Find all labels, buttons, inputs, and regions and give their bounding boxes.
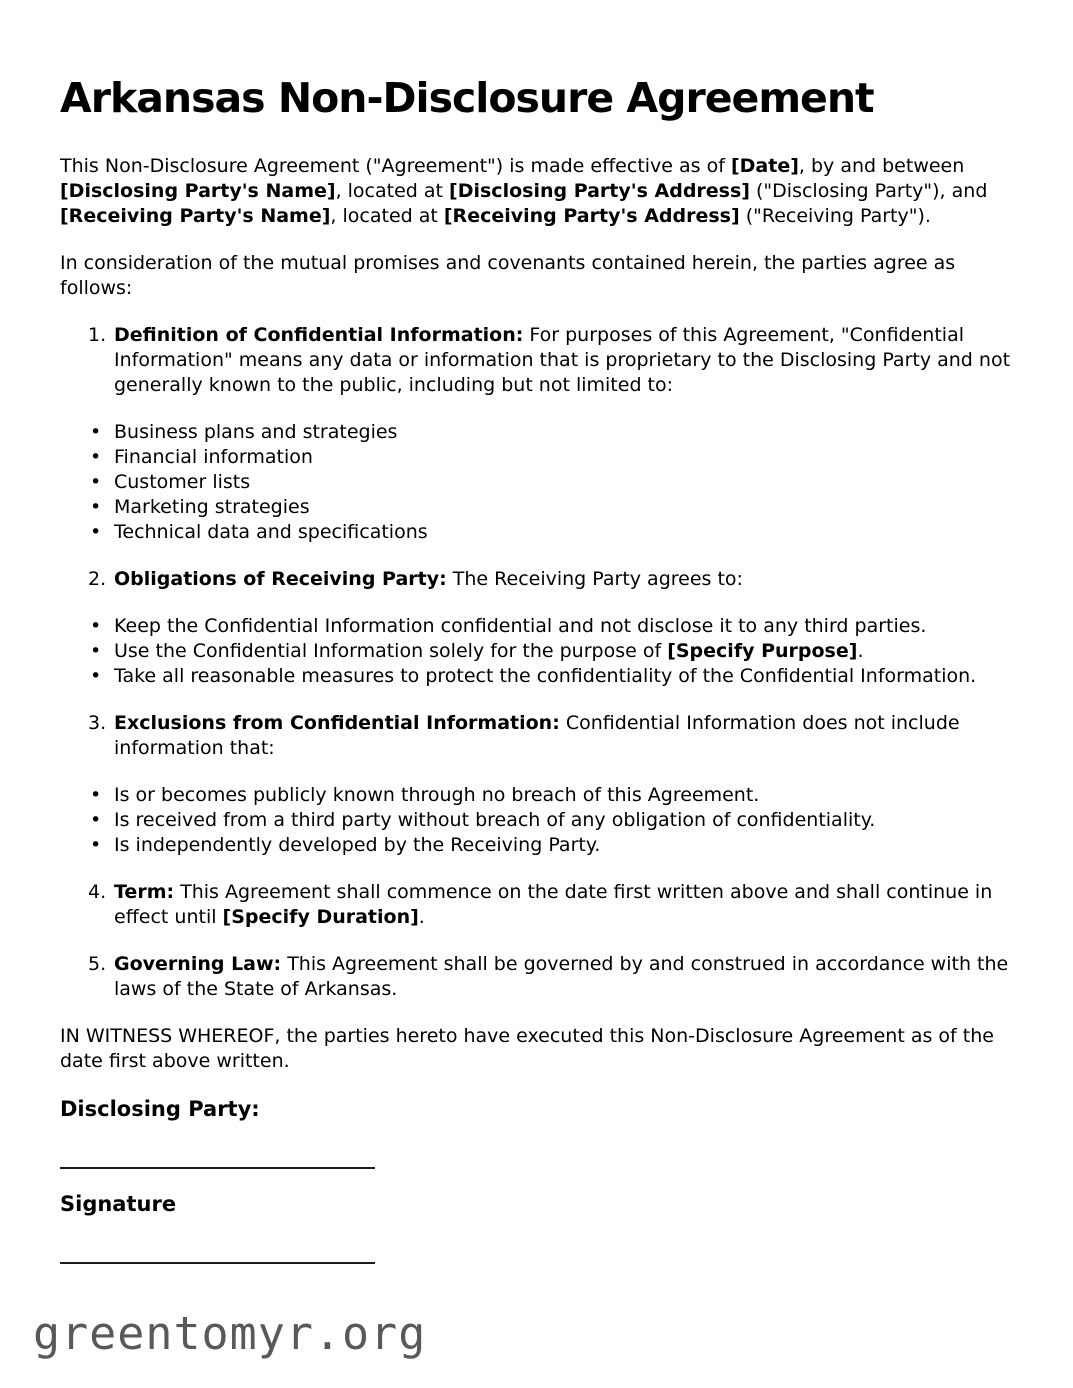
disclosing-party-label [60,1096,1013,1122]
text-segment: Technical data and specifications [114,521,428,543]
bullet-icon: • [90,471,102,493]
list-item-text [114,495,1013,520]
obligations-item [60,567,1013,592]
list-item [90,614,1013,639]
list-item [90,520,1013,545]
list-item-text [114,614,1013,639]
governing-law-item [60,952,1013,1002]
bold-text-segment: Disclosing Party: [60,1097,260,1121]
signature-label [60,1191,1013,1217]
bullet-icon: • [90,446,102,468]
text-segment: , located at [335,180,450,202]
numbered-item-text [114,952,1013,1002]
text-segment: Keep the Confidential Information confidential and not disclose it to any third parties. [114,615,927,637]
list-item [90,495,1013,520]
text-segment: IN WITNESS WHEREOF, the parties hereto have executed this Non-Disclosure Agreement as of the date first above written. [60,1025,994,1072]
numbered-item-text [114,880,1013,930]
bold-text-segment: [Specify Duration] [222,906,419,928]
bold-text-segment: [Disclosing Party's Address] [449,180,750,202]
exclusions-list [60,783,1013,858]
text-segment: ("Receiving Party"). [739,205,931,227]
text-segment: Customer lists [114,471,251,493]
obligations-list [60,614,1013,689]
list-item-text [114,639,1013,664]
text-segment: . [857,640,864,662]
witness-paragraph [60,1024,1013,1074]
text-segment: Is independently developed by the Receiving Party. [114,834,601,856]
text-segment: ("Disclosing Party"), and [749,180,988,202]
list-number: 3. [88,712,107,734]
bullet-icon: • [90,615,102,637]
text-segment: This Agreement shall commence on the date first written above and shall continue in effect until [114,881,993,928]
bullet-icon: • [90,665,102,687]
signature-line-2 [60,1239,375,1264]
bold-text-segment: Governing Law: [114,953,282,975]
list-number: 2. [88,568,107,590]
list-item [90,470,1013,495]
text-segment: Is received from a third party without breach of any obligation of confidentiality. [114,809,876,831]
bold-text-segment: Term: [114,881,175,903]
text-segment: . [418,906,425,928]
list-item [90,420,1013,445]
list-item [90,783,1013,808]
text-segment: Marketing strategies [114,496,310,518]
list-number: 1. [88,324,107,346]
list-number: 5. [88,953,107,975]
bullet-icon: • [90,521,102,543]
bullet-icon: • [90,809,102,831]
document-body [60,154,1013,1264]
bullet-icon: • [90,640,102,662]
list-number: 4. [88,881,107,903]
bold-text-segment: Definition of Confidential Information: [114,324,524,346]
bold-text-segment: [Receiving Party's Address] [443,205,740,227]
list-item [90,808,1013,833]
list-item-text [114,470,1013,495]
bold-text-segment: [Disclosing Party's Name] [60,180,336,202]
exclusions-item [60,711,1013,761]
text-segment: Financial information [114,446,313,468]
term-item [60,880,1013,930]
list-item-text [114,420,1013,445]
bullet-icon: • [90,834,102,856]
bold-text-segment: Exclusions from Confidential Information: [114,712,560,734]
text-segment: For purposes of this Agreement, "Confidential Information" means any data or information that is proprietary to the Disclosing Party and not generally known to the public, including but not limited to: [114,324,1011,396]
list-item-text [114,833,1013,858]
text-segment: In consideration of the mutual promises and covenants contained herein, the parties agree as follows: [60,252,956,299]
text-segment: Business plans and strategies [114,421,398,443]
bold-text-segment: Signature [60,1192,177,1216]
bold-text-segment: [Date] [730,155,799,177]
text-segment: This Non-Disclosure Agreement ("Agreement") is made effective as of [60,155,731,177]
list-item-text [114,520,1013,545]
consideration-paragraph [60,251,1013,301]
numbered-item-text [114,711,1013,761]
text-segment: The Receiving Party agrees to: [446,568,743,590]
text-segment: This Agreement shall be governed by and construed in accordance with the laws of the State of Arkansas. [114,953,1009,1000]
confidential-types-list [60,420,1013,545]
list-item [90,664,1013,689]
numbered-item-text [114,323,1013,398]
bold-text-segment: Obligations of Receiving Party: [114,568,447,590]
definition-item [60,323,1013,398]
page-title: Arkansas Non-Disclosure Agreement [60,74,874,122]
list-item [90,639,1013,664]
text-segment: Use the Confidential Information solely for the purpose of [114,640,668,662]
bullet-icon: • [90,784,102,806]
list-item-text [114,664,1013,689]
numbered-item-text [114,567,1013,592]
bold-text-segment: [Receiving Party's Name] [60,205,331,227]
list-item [90,833,1013,858]
watermark-text: greentomyr.org [33,1307,427,1360]
signature-line-1 [60,1144,375,1169]
text-segment: Is or becomes publicly known through no breach of this Agreement. [114,784,760,806]
text-segment: Take all reasonable measures to protect the confidentiality of the Confidential Information. [114,665,977,687]
bullet-icon: • [90,496,102,518]
list-item-text [114,783,1013,808]
text-segment: , by and between [798,155,965,177]
bold-text-segment: [Specify Purpose] [667,640,858,662]
list-item [90,445,1013,470]
list-item-text [114,445,1013,470]
bullet-icon: • [90,421,102,443]
text-segment: Confidential Information does not include information that: [114,712,960,759]
text-segment: , located at [330,205,444,227]
intro-paragraph [60,154,1013,229]
list-item-text [114,808,1013,833]
